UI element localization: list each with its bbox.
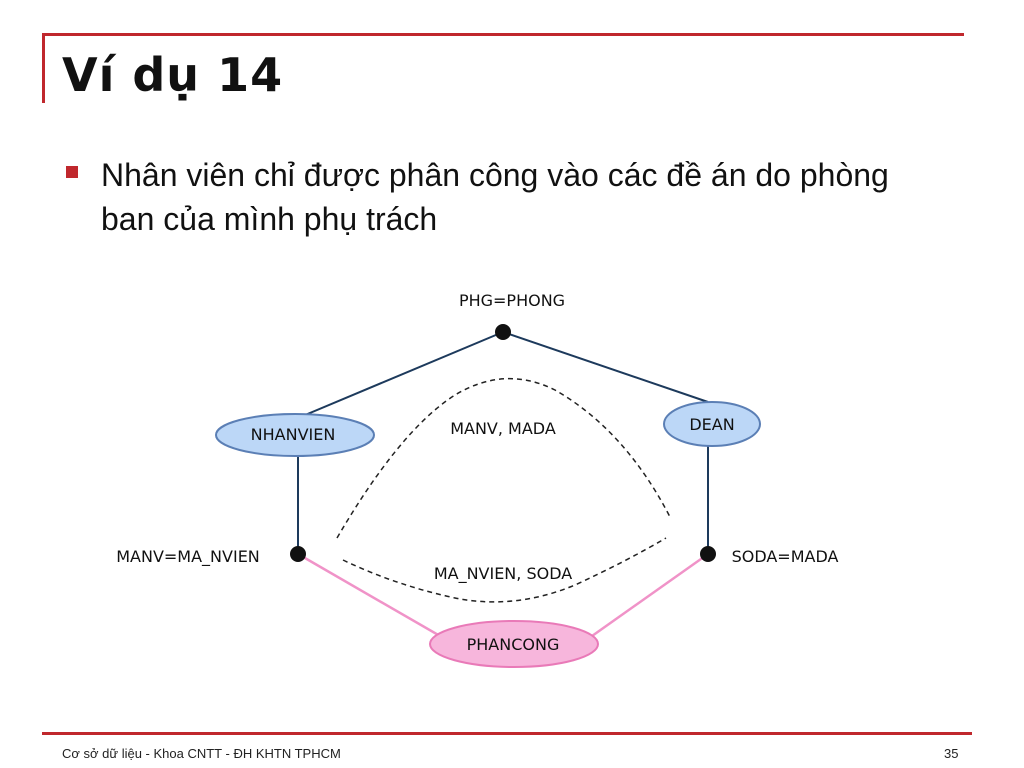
edge-nhanvien-top [298,332,503,418]
attribute-lower-label: MA_NVIEN, SODA [433,564,573,583]
page-number: 35 [944,746,959,761]
condition-right-label: SODA=MADA [731,547,839,566]
bullet-text: Nhân viên chỉ được phân công vào các đề án do phòng ban của mình phụ trách [101,157,889,237]
footer-rule [42,732,972,735]
attribute-upper-label: MANV, MADA [450,419,556,438]
nhanvien-label: NHANVIEN [250,425,336,444]
condition-top-label: PHG=PHONG [458,291,566,310]
edge-right-phancong [592,554,708,636]
page-title: Ví dụ 14 [62,48,284,102]
footer-text: Cơ sở dữ liệu - Khoa CNTT - ĐH KHTN TPHCM [62,746,341,761]
join-node-right [700,546,716,562]
phancong-label: PHANCONG [466,635,560,654]
join-node-left [290,546,306,562]
dashed-upper-arc [337,379,670,538]
dean-label: DEAN [689,415,735,434]
edge-top-dean [503,332,708,402]
edge-left-phancong [298,554,440,636]
join-node-top [495,324,511,340]
condition-left-label: MANV=MA_NVIEN [116,547,260,566]
